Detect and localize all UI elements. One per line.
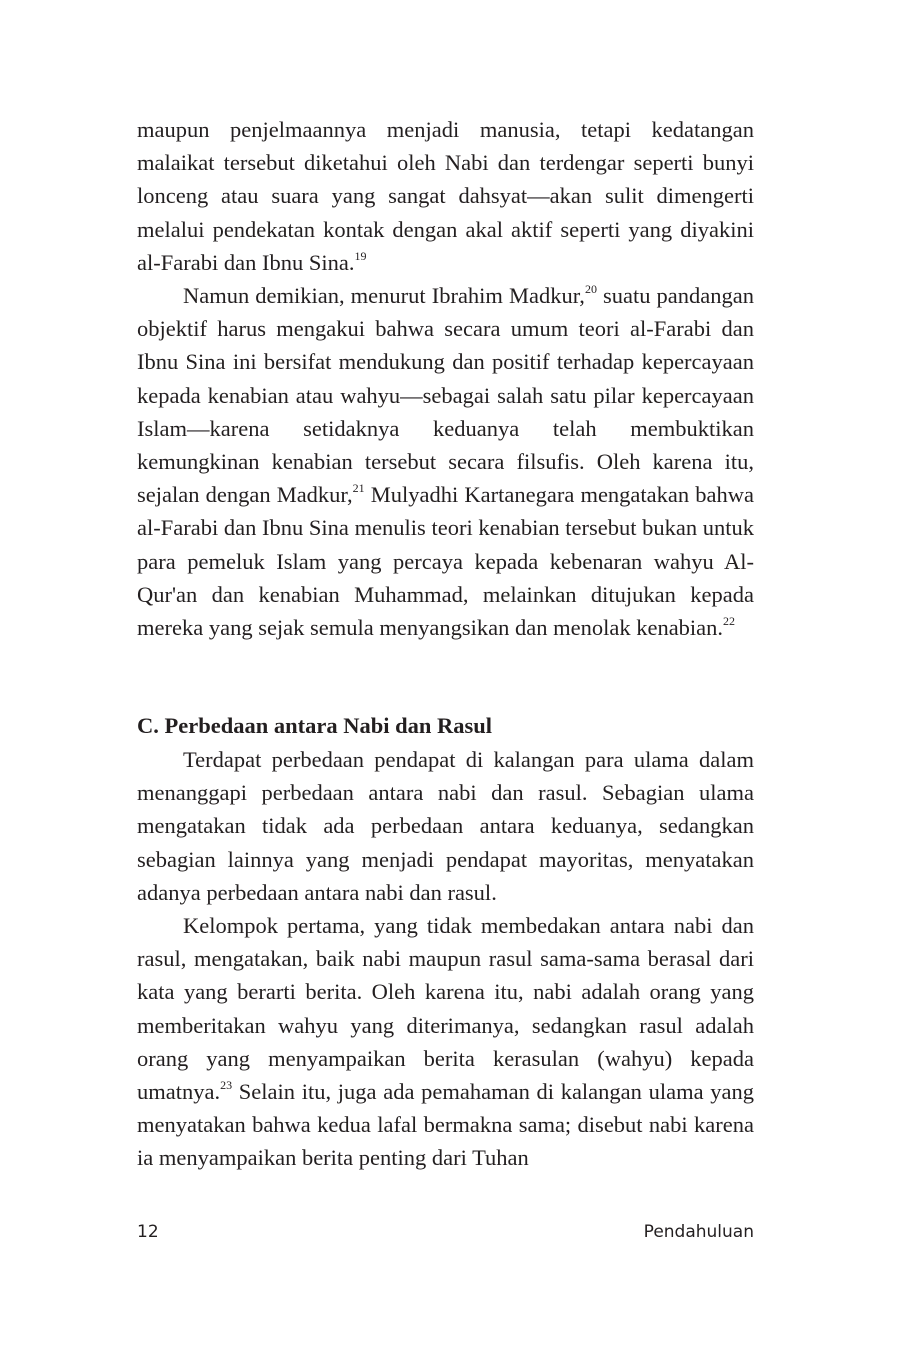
running-footer: Pendahuluan	[643, 1222, 754, 1242]
body-text-section-c	[137, 743, 754, 1175]
page-number: 12	[137, 1222, 159, 1242]
body-text-top	[137, 113, 754, 644]
paragraph-text: Mulyadhi Kartanegara mengatakan bahwa al-Farabi dan Ibnu Sina menulis teori kenabian tersebut bukan untuk para pemeluk Islam yang percaya kepada kebenaran wahyu Al-Qur'an dan kenabian Muhammad, melainkan ditujukan kepada mereka yang sejak semula menyangsikan dan menolak kenabian.	[137, 482, 754, 641]
paragraph-text: suatu pandangan objektif harus mengakui bahwa secara umum teori al-Farabi dan Ibnu Sina ini bersifat mendukung dan positif terhadap kepercayaan kepada kenabian atau wahyu—sebagai salah satu pilar kepercayaan Islam—karena setidaknya keduanya telah membuktikan kemungkinan kenabian tersebut secara filsufis. Oleh karena itu, sejalan dengan Madkur,	[137, 283, 754, 508]
paragraph	[137, 743, 754, 909]
paragraph-text: Terdapat perbedaan pendapat di kalangan para ulama dalam menanggapi perbedaan antara nabi dan rasul. Sebagian ulama mengatakan tidak ada perbedaan antara keduanya, sedangkan sebagian lainnya yang menjadi pendapat mayoritas, menyatakan adanya perbedaan antara nabi dan rasul.	[137, 747, 754, 905]
paragraph-text: Selain itu, juga ada pemahaman di kalangan ulama yang menyatakan bahwa kedua lafal bermakna sama; disebut nabi karena ia menyampaikan berita penting dari Tuhan	[137, 1079, 754, 1171]
paragraph-continued	[137, 113, 754, 279]
footnote-ref[interactable]: 20	[584, 282, 597, 297]
section-heading: C. Perbedaan antara Nabi dan Rasul	[137, 713, 493, 738]
paragraph	[137, 909, 754, 1175]
footnote-ref[interactable]: 21	[352, 481, 365, 496]
footnote-ref[interactable]: 22	[723, 614, 736, 629]
paragraph	[137, 279, 754, 644]
paragraph-text: maupun penjelmaannya menjadi manusia, tetapi kedatangan malaikat tersebut diketahui oleh Nabi dan terdengar seperti bunyi lonceng atau suara yang sangat dahsyat—akan sulit dimengerti melalui pendekatan kontak dengan akal aktif seperti yang diyakini al-Farabi dan Ibnu Sina.	[137, 117, 754, 275]
footnote-ref[interactable]: 23	[220, 1078, 233, 1093]
paragraph-text: Kelompok pertama, yang tidak membedakan antara nabi dan rasul, mengatakan, baik nabi maupun rasul sama-sama berasal dari kata yang berarti berita. Oleh karena itu, nabi adalah orang yang memberitakan wahyu yang diterimanya, sedangkan rasul adalah orang yang menyampaikan berita kerasulan (wahyu) kepada umatnya.	[137, 913, 754, 1105]
footnote-ref[interactable]: 19	[354, 248, 367, 263]
paragraph-text: Namun demikian, menurut Ibrahim Madkur,	[183, 283, 585, 309]
